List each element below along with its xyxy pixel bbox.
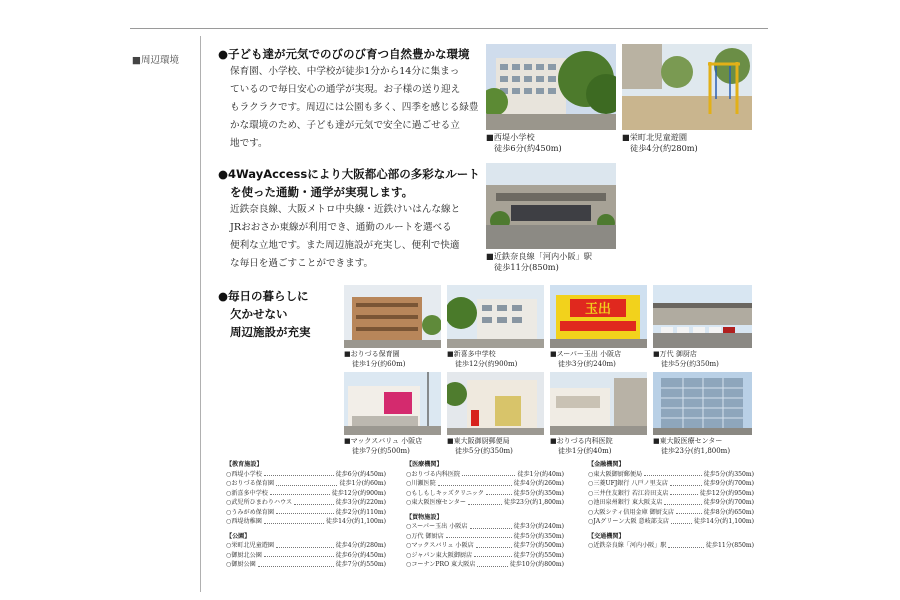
tamade-sign-text: 玉出 [584,302,612,317]
photo-station [486,163,616,249]
caption-walk: 徒歩4分(約280m) [630,143,698,153]
block1-line: ているので毎日安心の通学が実現。お子様の送り迎え [230,84,461,95]
vertical-divider [200,36,201,592]
caption-title: ■マックスバリュ 小阪店 [344,437,423,445]
list-item: ○うみがめ保育園 徒歩2分(約110m) [226,508,386,516]
list-item: ○栄町北児童遊園 徒歩4分(約280m) [226,542,386,549]
caption-walk: 徒歩11分(850m) [494,262,559,272]
photo-junior-high [447,285,544,348]
block1-line: 保育園、小学校、中学校が徒歩1分から14分に集まっ [230,66,460,77]
list-title-transport: 【交通機関】 [588,532,625,540]
list-item: ○大阪シティ信用金庫 御厨支店 徒歩8分(約650m) [588,508,754,516]
caption-tamade [550,350,621,369]
list-item: ○東大阪御厨郵便局 徒歩5分(約350m) [588,470,754,478]
caption-walk: 徒歩6分(約450m) [494,143,562,153]
caption-maxvalu [344,437,422,456]
caption-walk: 徒歩12分(約900m) [455,359,518,368]
caption-title: ■近鉄奈良線「河内小阪」駅 [486,251,592,261]
photo-medical-center [653,372,752,435]
list-column-1 [226,460,386,570]
caption-title: ■万代 御厨店 [653,350,697,358]
list-item: ○川瀬医院 徒歩4分(約260m) [406,480,564,487]
caption-title: ■東大阪御厨郵便局 [447,437,510,445]
caption-title: ■スーパー玉出 小阪店 [550,350,622,358]
block2-line: な毎日を過ごすことができます。 [230,258,374,269]
caption-walk: 徒歩7分(約500m) [352,446,410,455]
list-column-2 [406,460,564,570]
caption-title: ■東大阪医療センター [653,437,723,445]
caption-clinic [550,437,613,456]
block2-heading-cont: を使った通勤・通学が実現します。 [230,185,414,199]
list-title-education: 【教育施設】 [226,461,263,468]
photo-post-office [447,372,544,435]
caption-medical-center [653,437,730,456]
list-item: ○武児所ひまわりハウス 徒歩3分(約220m) [226,499,386,506]
photo-tamade [550,285,647,348]
block3-heading-line: 欠かせない [230,307,288,321]
block1-line: もラクラクです。周辺には公園も多く、四季を感じる緑豊 [230,102,479,113]
caption-title: ■おりづる内科医院 [550,437,613,445]
list-title-parks: 【公園】 [226,532,251,540]
block3-heading-line: ●毎日の暮らしに [218,289,309,303]
list-item: ○三菱UFJ銀行 八戸ノ里支店 徒歩9分(約700m) [588,480,754,487]
caption-park [622,132,698,154]
top-rule [130,28,768,29]
list-item: ○池田泉州銀行 東大阪支店 徒歩9分(約700m) [588,499,754,506]
block-facilities [218,287,338,341]
list-title-medical: 【医療機関】 [406,461,443,468]
caption-nursery [344,350,405,369]
list-title-shopping: 【買物施設】 [406,513,443,521]
caption-walk: 徒歩1分(約60m) [352,359,406,368]
list-item: ○ジャパン東大阪御厨店 徒歩7分(約550m) [406,551,564,559]
list-item: ○コーナンPRO 東大阪店 徒歩10分(約800m) [406,561,564,568]
photo-school [486,44,616,130]
caption-walk: 徒歩5分(約350m) [455,446,513,455]
list-column-3 [588,460,754,551]
photo-clinic [550,372,647,435]
list-item: ○西堤幼稚園 徒歩14分(約1,100m) [226,518,386,525]
list-item: ○万代 御厨店 徒歩5分(約350m) [406,532,564,540]
block-access [218,165,480,273]
block3-heading-line: 周辺施設が充実 [230,325,311,339]
list-item: ○新喜多中学校 徒歩12分(約900m) [226,489,386,497]
caption-title: ■栄町北児童遊園 [622,132,688,142]
list-item: ○三井住友銀行 若江岩田支店 徒歩12分(約950m) [588,489,754,497]
list-item: ○スーパー玉出 小阪店 徒歩3分(約240m) [406,523,564,530]
caption-post-office [447,437,513,456]
block1-line: かな環境のため、子ども達が元気で安全に過ごせる立 [230,120,460,131]
block2-line: 近鉄奈良線、大阪メトロ中央線・近鉄けいはんな線と [230,204,461,215]
list-item: ○西堤小学校 徒歩6分(約450m) [226,470,386,478]
section-label: ■周辺環境 [132,55,179,66]
list-item: ○東大阪医療センター 徒歩23分(約1,800m) [406,499,564,506]
block2-line: 便利な立地です。また周辺施設が充実し、便利で快適 [230,240,460,251]
caption-title: ■西堤小学校 [486,132,535,142]
photo-maxvalu [344,372,441,435]
list-item: ○マックスバリュ 小阪店 徒歩7分(約500m) [406,542,564,549]
photo-mandai [653,285,752,348]
block1-heading: ●子ども達が元気でのびのび育つ自然豊かな環境 [218,47,470,61]
list-item: ○おりづる内科医院 徒歩1分(約40m) [406,470,564,478]
list-item: ○おりづる保育園 徒歩1分(約60m) [226,480,386,487]
caption-walk: 徒歩3分(約240m) [558,359,616,368]
caption-mandai [653,350,719,369]
list-item: ○御厨北公園 徒歩6分(約450m) [226,551,386,559]
block1-line: 地です。 [230,138,268,149]
caption-junior-high [447,350,517,369]
block2-body [218,201,480,273]
list-title-finance: 【金融機関】 [588,461,625,468]
caption-walk: 徒歩5分(約350m) [661,359,719,368]
caption-title: ■おりづる保育園 [344,350,400,358]
block-environment [218,45,480,153]
caption-walk: 徒歩1分(約40m) [558,446,612,455]
caption-station [486,251,592,273]
photo-park [622,44,752,130]
caption-walk: 徒歩23分(約1,800m) [661,446,731,455]
caption-title: ■新喜多中学校 [447,350,496,358]
caption-school [486,132,562,154]
block1-body [218,63,480,153]
list-item: ○もしもしキッズクリニック 徒歩5分(約350m) [406,489,564,497]
photo-nursery [344,285,441,348]
block2-heading: ●4WayAccessにより大阪都心部の多彩なルート [218,167,480,181]
list-item: ○JAグリーン大阪 意岐部支店 徒歩14分(約1,100m) [588,518,754,525]
block2-line: JRおおさか東線が利用でき、通勤のルートを選べる [230,222,452,233]
list-item: ○近鉄奈良線「河内小阪」駅 徒歩11分(850m) [588,542,754,549]
list-item: ○御厨公園 徒歩7分(約550m) [226,561,386,568]
